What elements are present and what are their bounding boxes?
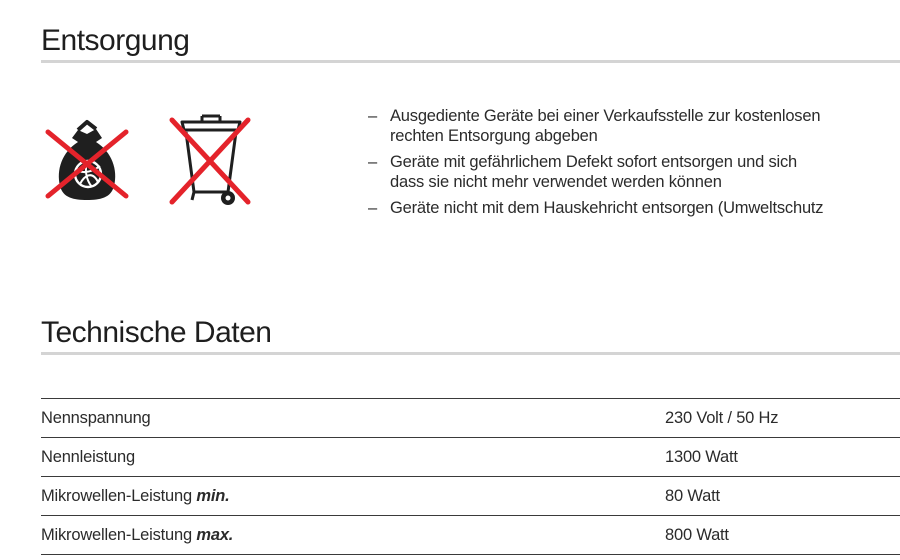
spec-label	[41, 516, 665, 555]
list-item-line: Geräte mit gefährlichem Defekt sofort entsorgen und sich	[390, 153, 798, 171]
bullet-dash: –	[368, 199, 377, 217]
table-row	[41, 438, 900, 477]
spec-value: 80 Watt	[665, 486, 720, 505]
list-item	[368, 106, 900, 146]
list-item-line: Geräte nicht mit dem Hauskehricht entsorgen (Umweltschutz	[390, 199, 824, 217]
disposal-instructions-list	[368, 106, 900, 224]
list-item-line: Ausgediente Geräte bei einer Verkaufsstelle zur kostenlosen	[390, 107, 821, 125]
list-item	[368, 152, 900, 192]
spec-value: 800 Watt	[665, 525, 729, 544]
spec-label-text: Nennleistung	[41, 447, 135, 466]
section-title-disposal: Entsorgung	[41, 24, 190, 57]
bullet-dash: –	[368, 107, 377, 125]
spec-value: 1300 Watt	[665, 447, 738, 466]
list-item-line: rechten Entsorgung abgeben	[390, 127, 598, 145]
table-row	[41, 516, 900, 555]
spec-label	[41, 477, 665, 516]
spec-label-text: Nennspannung	[41, 408, 151, 427]
crossed-out-garbage-bag-icon	[42, 112, 132, 204]
section-divider	[41, 60, 900, 63]
spec-label-text: Mikrowellen-Leistung	[41, 525, 197, 544]
spec-value: 230 Volt / 50 Hz	[665, 408, 779, 427]
bullet-dash: –	[368, 153, 377, 171]
table-row	[41, 399, 900, 438]
section-title-technical-data: Technische Daten	[41, 316, 272, 349]
spec-label	[41, 438, 665, 477]
technical-data-table	[41, 398, 900, 555]
spec-label	[41, 399, 665, 438]
table-row	[41, 477, 900, 516]
list-item	[368, 198, 900, 218]
crossed-out-wheelie-bin-icon	[164, 110, 254, 210]
spec-label-text: Mikrowellen-Leistung	[41, 486, 197, 505]
spec-qualifier: min.	[196, 486, 230, 505]
list-item-line: dass sie nicht mehr verwendet werden können	[390, 173, 722, 191]
spec-qualifier: max.	[196, 525, 234, 544]
section-divider	[41, 352, 900, 355]
